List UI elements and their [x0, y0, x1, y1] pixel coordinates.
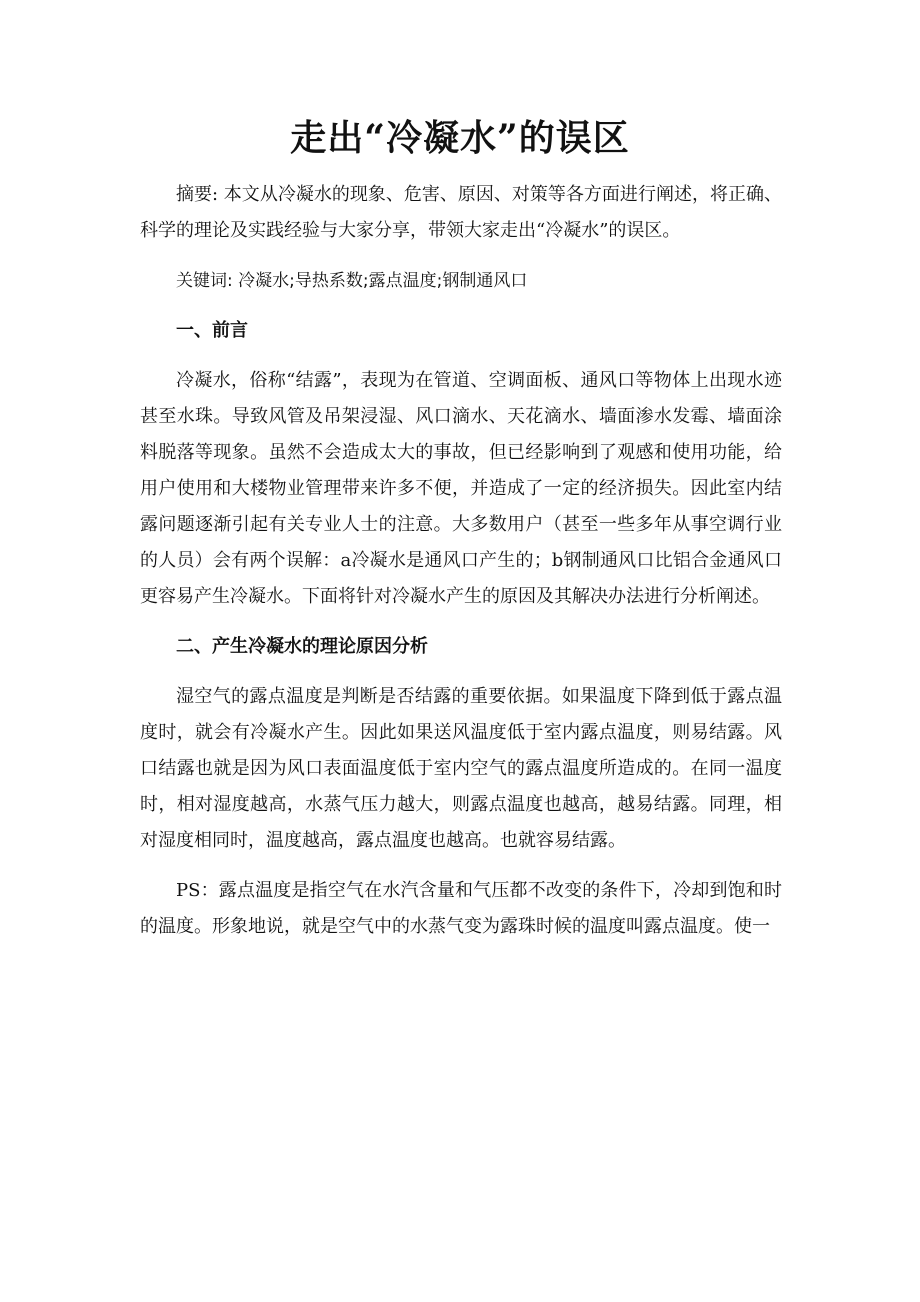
section-heading: 一、前言 — [176, 320, 248, 341]
section-heading: 二、产生冷凝水的理论原因分析 — [176, 636, 428, 657]
section-theory — [140, 629, 782, 945]
document-title: 走出“冷凝水”的误区 — [290, 117, 630, 159]
section-paragraph: 冷凝水，俗称“结露”，表现为在管道、空调面板、通风口等物体上出现水迹甚至水珠。导致风管及吊架浸湿、风口滴水、天花滴水、墙面渗水发霉、墙面涂料脱落等现象。虽然不会造成太大的事故，但已经影响到了观感和使用功能，给用户使用和大楼物业管理带来许多不便，并造成了一定的经济损失。因此室内结露问题逐渐引起有关专业人士的注意。大多数用户（甚至一些多年从事空调行业的人员）会有两个误解：a冷凝水是通风口产生的；b钢制通风口比铝合金通风口更容易产生冷凝水。下面将针对冷凝水产生的原因及其解决办法进行分析阐述。 — [140, 370, 782, 607]
abstract-paragraph: 摘要: 本文从冷凝水的现象、危害、原因、对策等各方面进行阐述，将正确、科学的理论及实践经验与大家分享，带领大家走出“冷凝水”的误区。 — [140, 184, 782, 241]
section-paragraph: PS：露点温度是指空气在水汽含量和气压都不改变的条件下，冷却到饱和时的温度。形象地说，就是空气中的水蒸气变为露珠时候的温度叫露点温度。使一 — [140, 880, 782, 937]
section-paragraph: 湿空气的露点温度是判断是否结露的重要依据。如果温度下降到低于露点温度时，就会有冷凝水产生。因此如果送风温度低于室内露点温度，则易结露。风口结露也就是因为风口表面温度低于室内空气的露点温度所造成的。在同一温度时，相对湿度越高，水蒸气压力越大，则露点温度也越高，越易结露。同理，相对湿度相同时，温度越高，露点温度也越高。也就容易结露。 — [140, 686, 782, 851]
section-intro — [140, 313, 782, 615]
keywords-line: 关键词: 冷凝水;导热系数;露点温度;钢制通风口 — [176, 271, 528, 291]
document-body — [140, 177, 782, 959]
